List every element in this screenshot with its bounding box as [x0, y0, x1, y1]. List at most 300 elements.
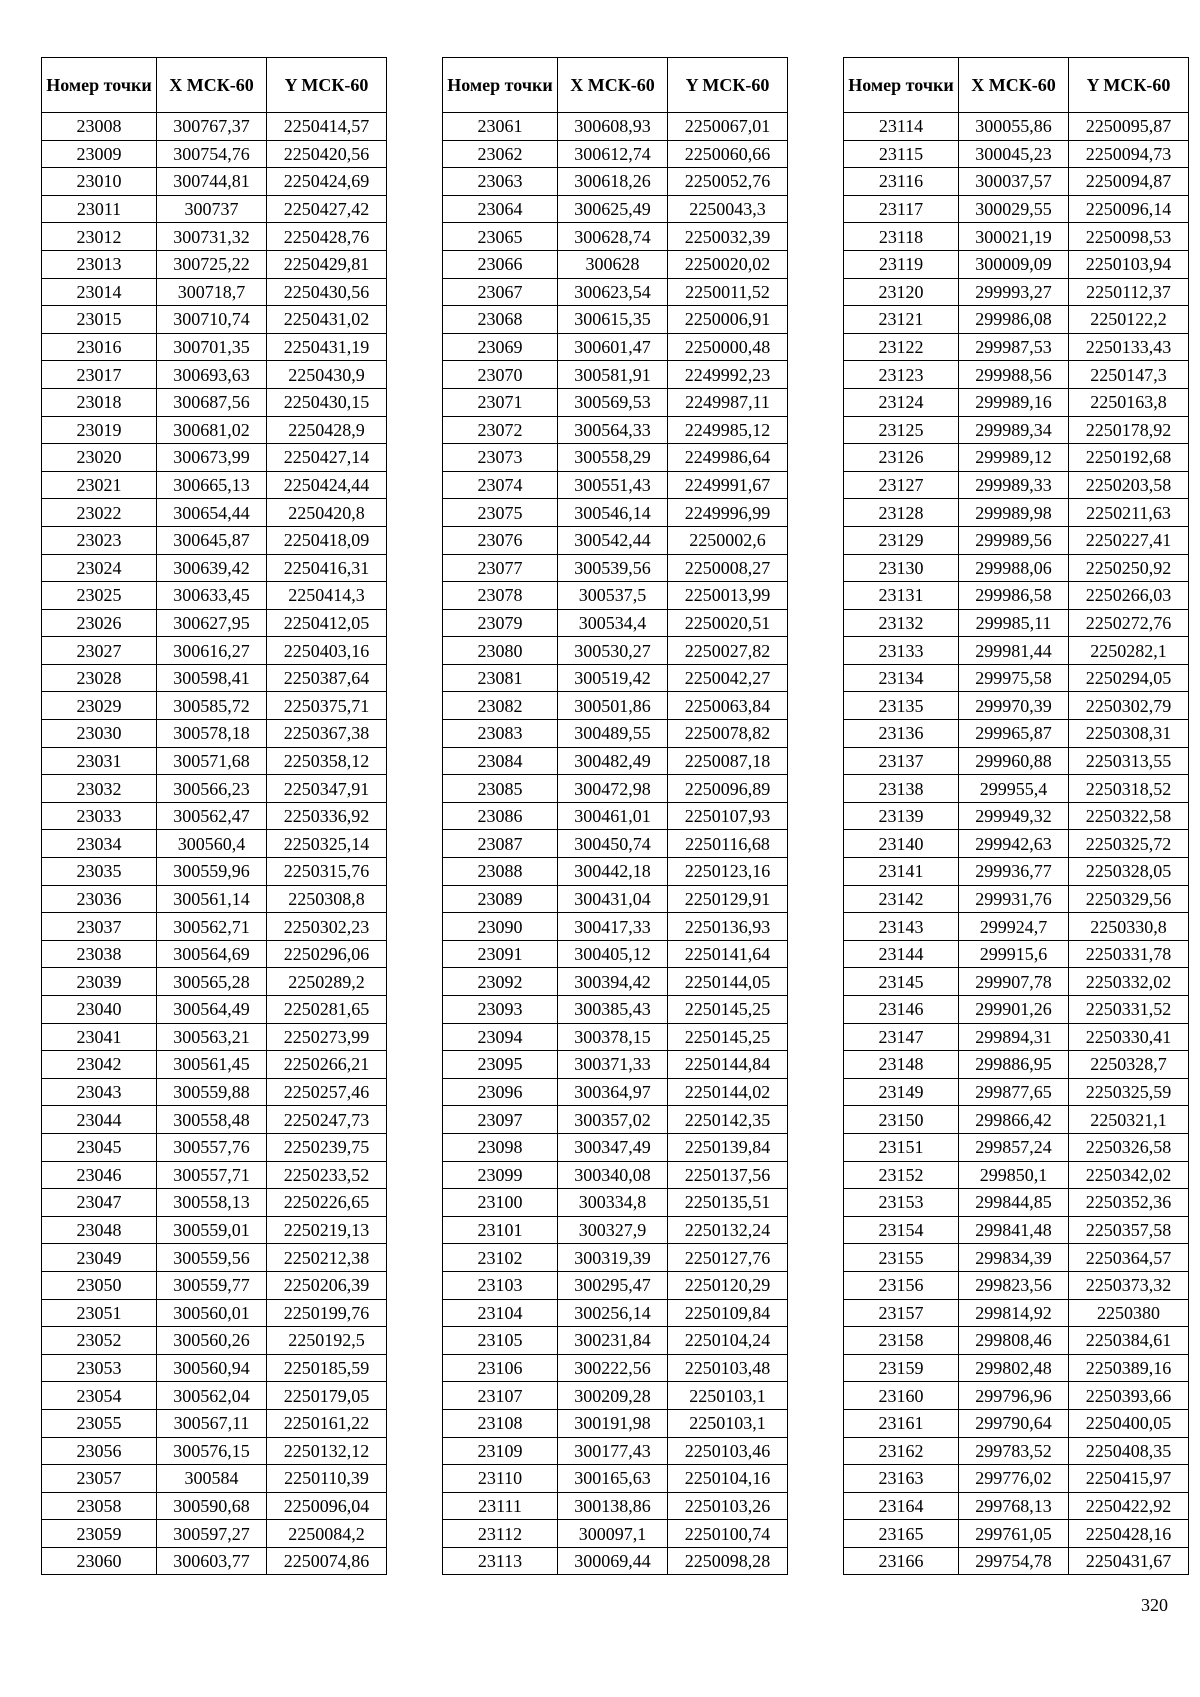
point-number-cell: 23121	[844, 306, 959, 334]
point-number-cell: 23077	[443, 554, 558, 582]
x-coordinate-cell: 300450,74	[558, 830, 668, 858]
y-coordinate-cell: 2250032,39	[668, 223, 788, 251]
point-number-cell: 23057	[42, 1465, 157, 1493]
table-row	[443, 1023, 788, 1051]
x-coordinate-cell: 299949,32	[959, 802, 1069, 830]
y-coordinate-cell: 2250415,97	[1069, 1465, 1189, 1493]
x-coordinate-cell: 299850,1	[959, 1161, 1069, 1189]
point-number-cell: 23094	[443, 1023, 558, 1051]
point-number-cell: 23079	[443, 609, 558, 637]
table-row	[42, 968, 387, 996]
y-coordinate-cell: 2250414,3	[267, 582, 387, 610]
x-coordinate-cell: 300231,84	[558, 1327, 668, 1355]
table-row	[42, 996, 387, 1024]
y-coordinate-cell: 2250431,02	[267, 306, 387, 334]
table-row	[443, 692, 788, 720]
coordinates-table-1	[41, 57, 387, 1575]
point-number-cell: 23060	[42, 1547, 157, 1575]
point-number-cell: 23083	[443, 720, 558, 748]
x-coordinate-cell: 300633,45	[157, 582, 267, 610]
x-coordinate-cell: 299986,58	[959, 582, 1069, 610]
x-coordinate-cell: 299986,08	[959, 306, 1069, 334]
x-coordinate-cell: 300069,44	[558, 1547, 668, 1575]
table-row	[844, 1051, 1189, 1079]
table-row	[443, 1465, 788, 1493]
y-coordinate-cell: 2250112,37	[1069, 278, 1189, 306]
table-row	[443, 113, 788, 141]
point-number-cell: 23075	[443, 499, 558, 527]
y-coordinate-cell: 2250163,8	[1069, 388, 1189, 416]
point-number-cell: 23140	[844, 830, 959, 858]
y-coordinate-cell: 2250211,63	[1069, 499, 1189, 527]
x-coordinate-cell: 300560,01	[157, 1299, 267, 1327]
table-row	[42, 333, 387, 361]
y-coordinate-cell: 2250331,78	[1069, 940, 1189, 968]
table-row	[844, 692, 1189, 720]
table-row	[42, 913, 387, 941]
y-coordinate-cell: 2249985,12	[668, 416, 788, 444]
y-coordinate-cell: 2250094,87	[1069, 168, 1189, 196]
x-coordinate-cell: 299989,34	[959, 416, 1069, 444]
point-number-cell: 23165	[844, 1520, 959, 1548]
point-number-cell: 23089	[443, 885, 558, 913]
x-coordinate-cell: 300737	[157, 195, 267, 223]
table-row	[42, 388, 387, 416]
table-row	[443, 996, 788, 1024]
point-number-cell: 23035	[42, 858, 157, 886]
y-coordinate-cell: 2250104,24	[668, 1327, 788, 1355]
y-coordinate-cell: 2250103,48	[668, 1354, 788, 1382]
x-coordinate-cell: 300673,99	[157, 444, 267, 472]
x-coordinate-cell: 299989,16	[959, 388, 1069, 416]
y-coordinate-cell: 2250387,64	[267, 664, 387, 692]
point-number-cell: 23109	[443, 1437, 558, 1465]
y-coordinate-cell: 2250250,92	[1069, 554, 1189, 582]
y-coordinate-cell: 2250326,58	[1069, 1133, 1189, 1161]
table-row	[443, 1354, 788, 1382]
y-coordinate-cell: 2250266,03	[1069, 582, 1189, 610]
x-coordinate-cell: 300558,29	[558, 444, 668, 472]
x-coordinate-cell: 300725,22	[157, 250, 267, 278]
point-number-cell: 23091	[443, 940, 558, 968]
table-row	[42, 168, 387, 196]
table-row	[42, 664, 387, 692]
point-number-cell: 23063	[443, 168, 558, 196]
table-row	[42, 1382, 387, 1410]
point-number-cell: 23088	[443, 858, 558, 886]
table-row	[443, 1051, 788, 1079]
y-coordinate-cell: 2250185,59	[267, 1354, 387, 1382]
coordinates-table-3	[843, 57, 1189, 1575]
point-number-cell: 23102	[443, 1244, 558, 1272]
y-coordinate-cell: 2250352,36	[1069, 1189, 1189, 1217]
point-number-cell: 23133	[844, 637, 959, 665]
table-row	[443, 720, 788, 748]
table-row	[443, 195, 788, 223]
y-coordinate-cell: 2250052,76	[668, 168, 788, 196]
point-number-cell: 23056	[42, 1437, 157, 1465]
point-number-cell: 23036	[42, 885, 157, 913]
x-coordinate-cell: 300585,72	[157, 692, 267, 720]
x-coordinate-cell: 299901,26	[959, 996, 1069, 1024]
y-coordinate-cell: 2250322,58	[1069, 802, 1189, 830]
x-coordinate-cell: 300405,12	[558, 940, 668, 968]
table-row	[443, 1271, 788, 1299]
point-number-cell: 23144	[844, 940, 959, 968]
table-row	[42, 1409, 387, 1437]
y-coordinate-cell: 2250257,46	[267, 1078, 387, 1106]
x-coordinate-cell: 300559,01	[157, 1216, 267, 1244]
point-number-cell: 23052	[42, 1327, 157, 1355]
table-row	[443, 968, 788, 996]
table-row	[42, 1520, 387, 1548]
table-row	[844, 250, 1189, 278]
point-number-cell: 23125	[844, 416, 959, 444]
x-coordinate-cell: 299877,65	[959, 1078, 1069, 1106]
table-row	[42, 747, 387, 775]
y-coordinate-cell: 2250420,56	[267, 140, 387, 168]
y-coordinate-cell: 2250375,71	[267, 692, 387, 720]
x-coordinate-cell: 299894,31	[959, 1023, 1069, 1051]
x-coordinate-cell: 299814,92	[959, 1299, 1069, 1327]
y-coordinate-cell: 2250294,05	[1069, 664, 1189, 692]
table-row	[844, 747, 1189, 775]
table-row	[844, 1271, 1189, 1299]
point-number-cell: 23095	[443, 1051, 558, 1079]
y-coordinate-cell: 2250431,67	[1069, 1547, 1189, 1575]
y-coordinate-cell: 2250428,76	[267, 223, 387, 251]
table-row	[443, 1216, 788, 1244]
table-row	[844, 1161, 1189, 1189]
point-number-cell: 23153	[844, 1189, 959, 1217]
x-coordinate-cell: 300564,33	[558, 416, 668, 444]
table-row	[844, 1299, 1189, 1327]
table-row	[844, 775, 1189, 803]
table-row	[443, 554, 788, 582]
header-y-msk60: Y МСК-60	[668, 58, 788, 113]
x-coordinate-cell: 300385,43	[558, 996, 668, 1024]
point-number-cell: 23146	[844, 996, 959, 1024]
y-coordinate-cell: 2250098,28	[668, 1547, 788, 1575]
y-coordinate-cell: 2250427,14	[267, 444, 387, 472]
header-x-msk60: X МСК-60	[558, 58, 668, 113]
table-row	[443, 168, 788, 196]
table-row	[443, 333, 788, 361]
table-row	[443, 250, 788, 278]
y-coordinate-cell: 2250002,6	[668, 526, 788, 554]
point-number-cell: 23029	[42, 692, 157, 720]
header-y-msk60: Y МСК-60	[267, 58, 387, 113]
table-row	[42, 444, 387, 472]
y-coordinate-cell: 2250013,99	[668, 582, 788, 610]
table-row	[443, 747, 788, 775]
table-row	[844, 913, 1189, 941]
y-coordinate-cell: 2250104,16	[668, 1465, 788, 1493]
y-coordinate-cell: 2250192,68	[1069, 444, 1189, 472]
y-coordinate-cell: 2250110,39	[267, 1465, 387, 1493]
table-row	[42, 1078, 387, 1106]
header-point-number: Номер точки	[443, 58, 558, 113]
y-coordinate-cell: 2250416,31	[267, 554, 387, 582]
point-number-cell: 23090	[443, 913, 558, 941]
y-coordinate-cell: 2250424,44	[267, 471, 387, 499]
point-number-cell: 23164	[844, 1492, 959, 1520]
table-row	[42, 1023, 387, 1051]
x-coordinate-cell: 300472,98	[558, 775, 668, 803]
y-coordinate-cell: 2249987,11	[668, 388, 788, 416]
x-coordinate-cell: 300561,14	[157, 885, 267, 913]
y-coordinate-cell: 2250247,73	[267, 1106, 387, 1134]
table-row	[443, 278, 788, 306]
y-coordinate-cell: 2250430,15	[267, 388, 387, 416]
x-coordinate-cell: 300539,56	[558, 554, 668, 582]
x-coordinate-cell: 300639,42	[157, 554, 267, 582]
point-number-cell: 23100	[443, 1189, 558, 1217]
y-coordinate-cell: 2250120,29	[668, 1271, 788, 1299]
y-coordinate-cell: 2249992,23	[668, 361, 788, 389]
point-number-cell: 23126	[844, 444, 959, 472]
x-coordinate-cell: 300534,4	[558, 609, 668, 637]
y-coordinate-cell: 2250233,52	[267, 1161, 387, 1189]
table-row	[844, 1023, 1189, 1051]
point-number-cell: 23111	[443, 1492, 558, 1520]
y-coordinate-cell: 2250315,76	[267, 858, 387, 886]
y-coordinate-cell: 2250145,25	[668, 996, 788, 1024]
point-number-cell: 23049	[42, 1244, 157, 1272]
point-number-cell: 23115	[844, 140, 959, 168]
x-coordinate-cell: 300562,04	[157, 1382, 267, 1410]
point-number-cell: 23150	[844, 1106, 959, 1134]
y-coordinate-cell: 2250179,05	[267, 1382, 387, 1410]
y-coordinate-cell: 2250096,04	[267, 1492, 387, 1520]
table-row	[844, 471, 1189, 499]
point-number-cell: 23024	[42, 554, 157, 582]
point-number-cell: 23110	[443, 1465, 558, 1493]
x-coordinate-cell: 300612,74	[558, 140, 668, 168]
y-coordinate-cell: 2250127,76	[668, 1244, 788, 1272]
point-number-cell: 23129	[844, 526, 959, 554]
x-coordinate-cell: 300256,14	[558, 1299, 668, 1327]
table-row	[844, 720, 1189, 748]
table-row	[844, 416, 1189, 444]
x-coordinate-cell: 299989,98	[959, 499, 1069, 527]
table-row	[844, 1547, 1189, 1575]
x-coordinate-cell: 300442,18	[558, 858, 668, 886]
y-coordinate-cell: 2250428,9	[267, 416, 387, 444]
y-coordinate-cell: 2250145,25	[668, 1023, 788, 1051]
table-row	[844, 113, 1189, 141]
table-row	[42, 1299, 387, 1327]
y-coordinate-cell: 2250067,01	[668, 113, 788, 141]
y-coordinate-cell: 2250422,92	[1069, 1492, 1189, 1520]
x-coordinate-cell: 300584	[157, 1465, 267, 1493]
x-coordinate-cell: 299841,48	[959, 1216, 1069, 1244]
x-coordinate-cell: 300627,95	[157, 609, 267, 637]
table-row	[844, 664, 1189, 692]
point-number-cell: 23108	[443, 1409, 558, 1437]
x-coordinate-cell: 300489,55	[558, 720, 668, 748]
x-coordinate-cell: 299915,6	[959, 940, 1069, 968]
x-coordinate-cell: 300623,54	[558, 278, 668, 306]
y-coordinate-cell: 2250161,22	[267, 1409, 387, 1437]
table-row	[443, 306, 788, 334]
x-coordinate-cell: 299975,58	[959, 664, 1069, 692]
point-number-cell: 23030	[42, 720, 157, 748]
y-coordinate-cell: 2250132,12	[267, 1437, 387, 1465]
x-coordinate-cell: 300597,27	[157, 1520, 267, 1548]
y-coordinate-cell: 2250373,32	[1069, 1271, 1189, 1299]
table-row	[844, 1133, 1189, 1161]
table-row	[42, 416, 387, 444]
point-number-cell: 23119	[844, 250, 959, 278]
x-coordinate-cell: 299965,87	[959, 720, 1069, 748]
table-row	[42, 1106, 387, 1134]
point-number-cell: 23071	[443, 388, 558, 416]
x-coordinate-cell: 300701,35	[157, 333, 267, 361]
header-point-number: Номер точки	[844, 58, 959, 113]
y-coordinate-cell: 2250342,02	[1069, 1161, 1189, 1189]
table-row	[844, 582, 1189, 610]
y-coordinate-cell: 2250133,43	[1069, 333, 1189, 361]
table-row	[443, 913, 788, 941]
x-coordinate-cell: 299931,76	[959, 885, 1069, 913]
x-coordinate-cell: 299907,78	[959, 968, 1069, 996]
point-number-cell: 23023	[42, 526, 157, 554]
point-number-cell: 23010	[42, 168, 157, 196]
y-coordinate-cell: 2250357,58	[1069, 1216, 1189, 1244]
x-coordinate-cell: 300559,96	[157, 858, 267, 886]
point-number-cell: 23082	[443, 692, 558, 720]
point-number-cell: 23017	[42, 361, 157, 389]
y-coordinate-cell: 2250132,24	[668, 1216, 788, 1244]
header-y-msk60: Y МСК-60	[1069, 58, 1189, 113]
table-row	[844, 195, 1189, 223]
x-coordinate-cell: 300045,23	[959, 140, 1069, 168]
table-row	[443, 223, 788, 251]
table-row	[42, 637, 387, 665]
y-coordinate-cell: 2250347,91	[267, 775, 387, 803]
x-coordinate-cell: 300559,56	[157, 1244, 267, 1272]
table-row	[443, 444, 788, 472]
x-coordinate-cell: 300618,26	[558, 168, 668, 196]
table-row	[844, 223, 1189, 251]
x-coordinate-cell: 300571,68	[157, 747, 267, 775]
x-coordinate-cell: 300645,87	[157, 526, 267, 554]
table-row	[844, 802, 1189, 830]
x-coordinate-cell: 299960,88	[959, 747, 1069, 775]
point-number-cell: 23158	[844, 1327, 959, 1355]
y-coordinate-cell: 2250206,39	[267, 1271, 387, 1299]
table-row	[844, 306, 1189, 334]
table-row	[42, 1465, 387, 1493]
point-number-cell: 23142	[844, 885, 959, 913]
x-coordinate-cell: 300559,88	[157, 1078, 267, 1106]
table-row	[42, 1271, 387, 1299]
table-row	[42, 278, 387, 306]
table-row	[844, 968, 1189, 996]
point-number-cell: 23103	[443, 1271, 558, 1299]
point-number-cell: 23076	[443, 526, 558, 554]
x-coordinate-cell: 299981,44	[959, 637, 1069, 665]
table-row	[844, 609, 1189, 637]
point-number-cell: 23116	[844, 168, 959, 196]
header-point-number: Номер точки	[42, 58, 157, 113]
table-row	[844, 885, 1189, 913]
table-row	[443, 1244, 788, 1272]
x-coordinate-cell: 299985,11	[959, 609, 1069, 637]
table-row	[443, 499, 788, 527]
x-coordinate-cell: 299823,56	[959, 1271, 1069, 1299]
point-number-cell: 23065	[443, 223, 558, 251]
x-coordinate-cell: 299988,06	[959, 554, 1069, 582]
point-number-cell: 23028	[42, 664, 157, 692]
table-row	[443, 1547, 788, 1575]
table-row	[844, 1437, 1189, 1465]
table-row	[844, 1465, 1189, 1493]
table-row	[42, 1547, 387, 1575]
point-number-cell: 23130	[844, 554, 959, 582]
x-coordinate-cell: 300578,18	[157, 720, 267, 748]
table-row	[42, 582, 387, 610]
table-row	[844, 526, 1189, 554]
x-coordinate-cell: 299834,39	[959, 1244, 1069, 1272]
x-coordinate-cell: 300731,32	[157, 223, 267, 251]
y-coordinate-cell: 2250281,65	[267, 996, 387, 1024]
table-row	[443, 1299, 788, 1327]
point-number-cell: 23047	[42, 1189, 157, 1217]
point-number-cell: 23122	[844, 333, 959, 361]
y-coordinate-cell: 2250144,02	[668, 1078, 788, 1106]
y-coordinate-cell: 2250100,74	[668, 1520, 788, 1548]
x-coordinate-cell: 300576,15	[157, 1437, 267, 1465]
point-number-cell: 23048	[42, 1216, 157, 1244]
table-row	[844, 858, 1189, 886]
point-number-cell: 23081	[443, 664, 558, 692]
x-coordinate-cell: 300564,49	[157, 996, 267, 1024]
table-row	[42, 802, 387, 830]
y-coordinate-cell: 2250302,79	[1069, 692, 1189, 720]
header-x-msk60: X МСК-60	[959, 58, 1069, 113]
x-coordinate-cell: 300209,28	[558, 1382, 668, 1410]
point-number-cell: 23050	[42, 1271, 157, 1299]
y-coordinate-cell: 2250103,94	[1069, 250, 1189, 278]
point-number-cell: 23021	[42, 471, 157, 499]
point-number-cell: 23135	[844, 692, 959, 720]
table-row	[844, 444, 1189, 472]
y-coordinate-cell: 2250308,31	[1069, 720, 1189, 748]
point-number-cell: 23105	[443, 1327, 558, 1355]
table-row	[844, 333, 1189, 361]
x-coordinate-cell: 300530,27	[558, 637, 668, 665]
y-coordinate-cell: 2250412,05	[267, 609, 387, 637]
x-coordinate-cell: 300327,9	[558, 1216, 668, 1244]
point-number-cell: 23098	[443, 1133, 558, 1161]
x-coordinate-cell: 299776,02	[959, 1465, 1069, 1493]
y-coordinate-cell: 2250139,84	[668, 1133, 788, 1161]
y-coordinate-cell: 2250084,2	[267, 1520, 387, 1548]
y-coordinate-cell: 2250430,9	[267, 361, 387, 389]
y-coordinate-cell: 2250358,12	[267, 747, 387, 775]
y-coordinate-cell: 2250141,64	[668, 940, 788, 968]
table-row	[443, 388, 788, 416]
y-coordinate-cell: 2250096,89	[668, 775, 788, 803]
y-coordinate-cell: 2250027,82	[668, 637, 788, 665]
x-coordinate-cell: 299754,78	[959, 1547, 1069, 1575]
x-coordinate-cell: 300693,63	[157, 361, 267, 389]
point-number-cell: 23127	[844, 471, 959, 499]
y-coordinate-cell: 2250403,16	[267, 637, 387, 665]
point-number-cell: 23042	[42, 1051, 157, 1079]
